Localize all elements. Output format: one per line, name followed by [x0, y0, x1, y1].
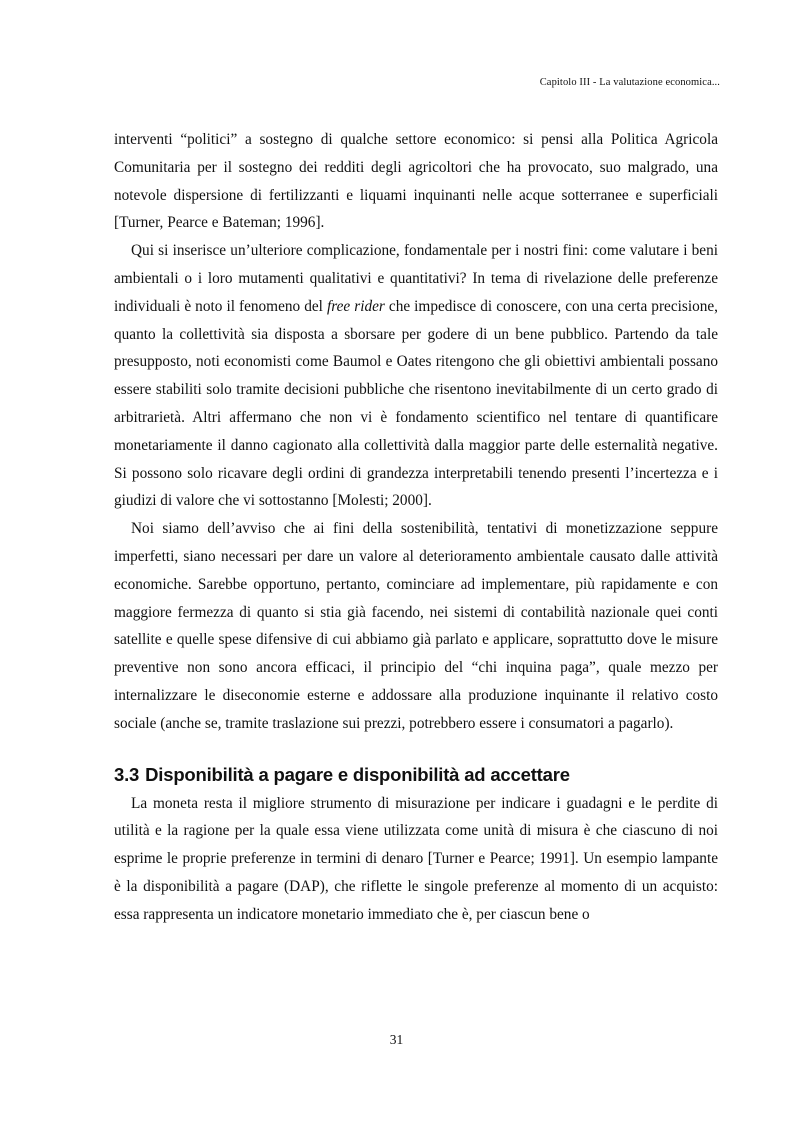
- page-body: [114, 126, 718, 929]
- paragraph-2: [114, 237, 718, 515]
- section-heading: [114, 762, 718, 788]
- paragraph-1: interventi “politici” a sostegno di qualche settore economico: si pensi alla Politica Agricola Comunitaria per il sostegno dei redditi degli agricoltori che ha provocato, suo malgrado, una notevole dispersione di fertilizzanti e liquami inquinanti nelle acque sotterranee e superficiali [Turner, Pearce e Bateman; 1996].: [114, 131, 718, 232]
- paragraph-2-part-b: che impedisce di conoscere, con una certa precisione, quanto la collettività sia disposta a sborsare per godere di un bene pubblico. Partendo da tale presupposto, noti economisti come Baumol e Oates ritengono che gli obiettivi ambientali possano essere stabiliti solo tramite decisioni pubbliche che risentono inevitabilmente di un certo grado di arbitrarietà. Altri affermano che non vi è fondamento scientifico nel tentare di quantificare monetariamente il danno cagionato alla collettività dalla maggior parte delle esternalità negative. Si possono solo ricavare degli ordini di grandezza interpretabili tenendo presenti l’incertezza e i giudizi di valore che vi sottostanno [Molesti; 2000].: [114, 297, 718, 510]
- page-number: 31: [389, 1032, 404, 1047]
- section-number: 3.3: [114, 763, 140, 785]
- paragraph-2-part-a: Qui si inserisce un’ulteriore complicazione, fondamentale per i nostri fini: come valutare i beni ambientali o i loro mutamenti qualitativi e quantitativi? In tema di rivelazione delle preferenze individuali è noto il fenomeno del: [114, 242, 718, 315]
- paragraph-4: La moneta resta il migliore strumento di misurazione per indicare i guadagni e le perdite di utilità e la ragione per la quale essa viene utilizzata come unità di misura è che ciascuno di noi esprime le proprie preferenze in termini di denaro [Turner e Pearce; 1991]. Un esempio lampante è la disponibilità a pagare (DAP), che riflette le singole preferenze al momento di un acquisto: essa rappresenta un indicatore monetario immediato che è, per ciascun bene o: [114, 794, 718, 923]
- free-rider-term: free rider: [326, 297, 385, 315]
- paragraph-3: Noi siamo dell’avviso che ai fini della sostenibilità, tentativi di monetizzazione seppure imperfetti, siano necessari per dare un valore al deterioramento ambientale causato dalle attività economiche. Sarebbe opportuno, pertanto, cominciare ad implementare, più rapidamente e con maggiore fermezza di quanto si stia già facendo, nei sistemi di contabilità nazionale quei conti satellite e quelle spese difensive di cui abbiamo già parlato e applicare, soprattutto dove le misure preventive non sono ancora efficaci, il principio del “chi inquina paga”, quale mezzo per internalizzare le diseconomie esterne e addossare alla produzione inquinante il relativo costo sociale (anche se, tramite traslazione sui prezzi, potrebbero essere i consumatori a pagarlo).: [114, 520, 718, 732]
- running-header: Capitolo III - La valutazione economica...: [539, 77, 720, 88]
- section-title: Disponibilità a pagare e disponibilità ad accettare: [145, 763, 570, 785]
